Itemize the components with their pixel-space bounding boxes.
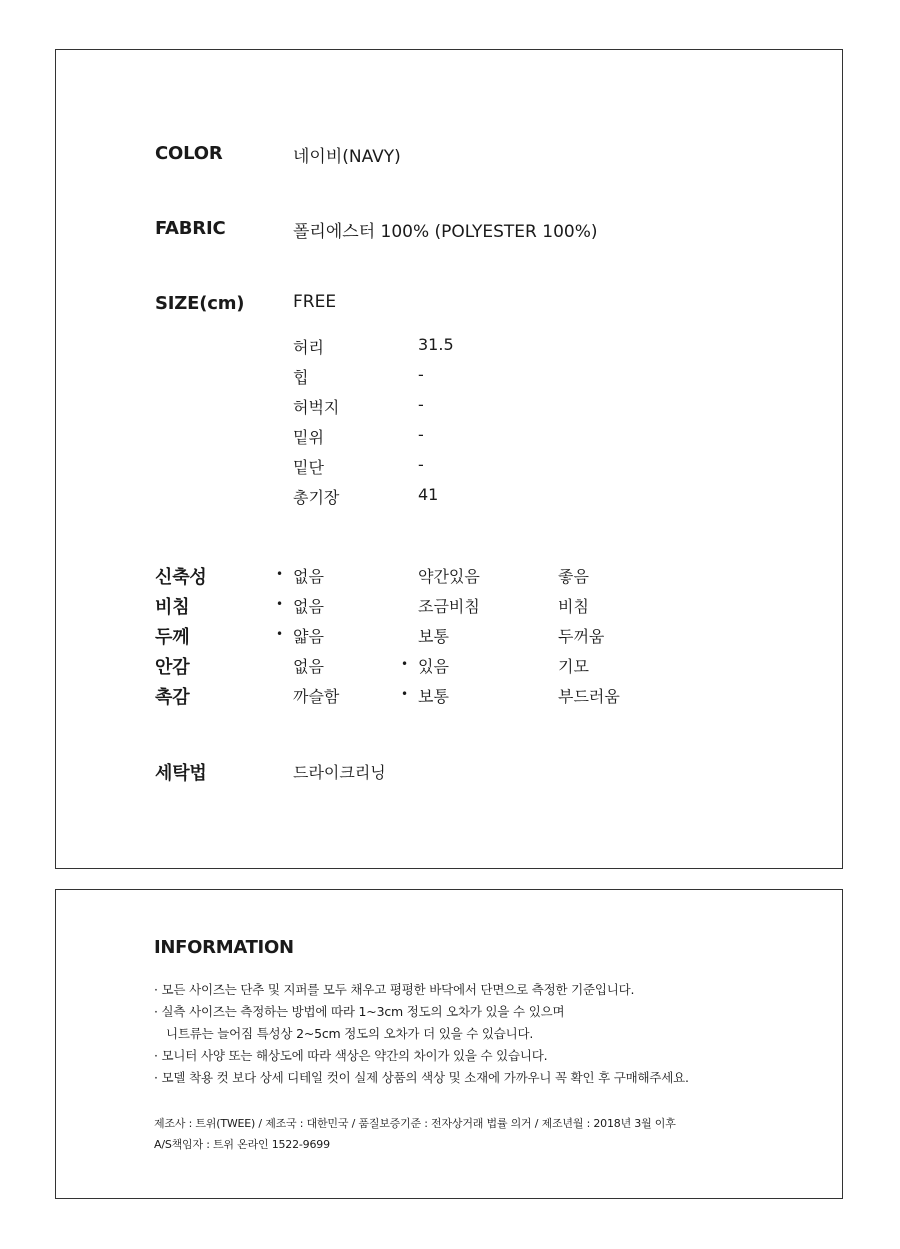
attribute-option: 부드러움 <box>558 687 620 706</box>
attribute-option: 있음 <box>418 657 449 676</box>
size-row-value: 31.5 <box>418 335 454 354</box>
size-row-value: - <box>418 425 424 444</box>
information-line: 니트류는 늘어짐 특성상 2~5cm 정도의 오차가 더 있을 수 있습니다. <box>166 1026 534 1041</box>
information-line: · 모델 착용 컷 보다 상세 디테일 컷이 실제 상품의 색상 및 소재에 가까우니 꼭 확인 후 구매해주세요. <box>154 1070 689 1085</box>
size-row-value: 41 <box>418 485 439 504</box>
selected-bullet: • <box>276 567 284 581</box>
attribute-option: 비침 <box>558 597 589 616</box>
attribute-label-stretch: 신축성 <box>155 567 207 588</box>
color-value: 네이비(NAVY) <box>293 147 401 167</box>
manufacturer-info: 제조사 : 트위(TWEE) / 제조국 : 대한민국 / 품질보증기준 : 전자상거래 법률 의거 / 제조년월 : 2018년 3월 이후 <box>154 1117 676 1130</box>
attribute-option: 까슬함 <box>293 687 340 706</box>
size-row-name: 밑단 <box>293 458 324 477</box>
attribute-option: 보통 <box>418 627 449 646</box>
selected-bullet: • <box>401 687 409 701</box>
attribute-option: 얇음 <box>293 627 324 646</box>
fabric-value: 폴리에스터 100% (POLYESTER 100%) <box>293 222 598 242</box>
attribute-label-sheerness: 비침 <box>155 597 190 618</box>
attribute-option: 조금비침 <box>418 597 480 616</box>
selected-bullet: • <box>401 657 409 671</box>
information-panel <box>55 889 843 1199</box>
attribute-option: 없음 <box>293 657 324 676</box>
size-row-name: 총기장 <box>293 488 340 507</box>
product-spec-panel <box>55 49 843 869</box>
size-row-name: 힙 <box>293 368 309 387</box>
attribute-label-texture: 촉감 <box>155 687 190 708</box>
attribute-option: 좋음 <box>558 567 589 586</box>
attribute-option: 약간있음 <box>418 567 480 586</box>
information-line: · 모니터 사양 또는 해상도에 따라 색상은 약간의 차이가 있을 수 있습니다. <box>154 1048 548 1063</box>
size-row-name: 허벅지 <box>293 398 340 417</box>
size-row-value: - <box>418 365 424 384</box>
selected-bullet: • <box>276 597 284 611</box>
information-line: · 모든 사이즈는 단추 및 지퍼를 모두 채우고 평평한 바닥에서 단면으로 측정한 기준입니다. <box>154 982 635 997</box>
attribute-option: 기모 <box>558 657 589 676</box>
attribute-option: 보통 <box>418 687 449 706</box>
washing-value: 드라이크리닝 <box>293 763 386 782</box>
attribute-label-thickness: 두께 <box>155 627 190 648</box>
color-label: COLOR <box>155 143 223 164</box>
attribute-option: 두꺼움 <box>558 627 605 646</box>
information-title: INFORMATION <box>154 937 294 958</box>
size-row-name: 허리 <box>293 338 324 357</box>
fabric-label: FABRIC <box>155 218 226 239</box>
size-row-value: - <box>418 395 424 414</box>
size-label: SIZE(cm) <box>155 293 245 314</box>
attribute-label-lining: 안감 <box>155 657 190 678</box>
washing-label: 세탁법 <box>155 763 207 784</box>
attribute-option: 없음 <box>293 567 324 586</box>
as-contact-info: A/S책임자 : 트위 온라인 1522-9699 <box>154 1138 330 1151</box>
size-row-name: 밑위 <box>293 428 324 447</box>
selected-bullet: • <box>276 627 284 641</box>
information-line: · 실측 사이즈는 측정하는 방법에 따라 1~3cm 정도의 오차가 있을 수 있으며 <box>154 1004 565 1019</box>
attribute-option: 없음 <box>293 597 324 616</box>
size-value: FREE <box>293 292 337 312</box>
size-row-value: - <box>418 455 424 474</box>
